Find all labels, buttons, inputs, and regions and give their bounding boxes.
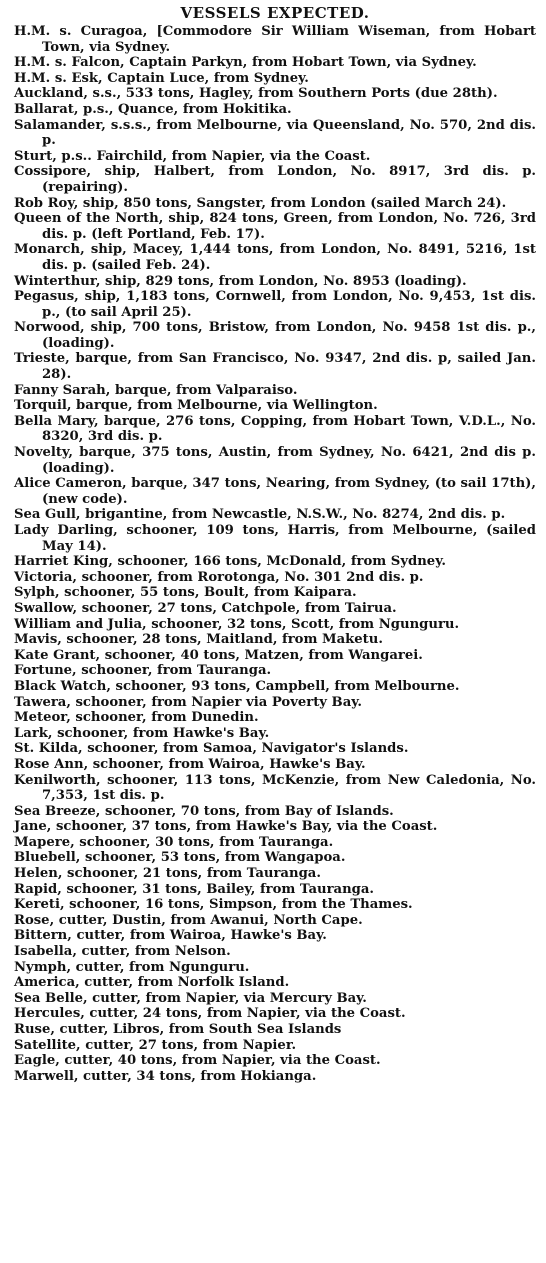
vessel-details: 824 tons, Green, from London, No. 726, 3rd dis. p. (left Portland, Feb. 17). bbox=[42, 211, 536, 242]
vessel-details: from Samoa, Navigator's Islands. bbox=[163, 741, 409, 757]
vessel-name: Sea Belle, cutter, bbox=[14, 990, 141, 1006]
vessel-details: 850 tons, Sangster, from London (sailed March 24). bbox=[123, 195, 507, 211]
vessel-entry bbox=[14, 523, 536, 554]
section-heading: VESSELS EXPECTED. bbox=[180, 4, 370, 22]
vessel-name: Hercules, cutter, bbox=[14, 1006, 139, 1022]
vessel-name: Harriet King, schooner, bbox=[14, 554, 189, 570]
vessel-name: Eagle, cutter, bbox=[14, 1053, 114, 1069]
vessel-details: from Norfolk Island. bbox=[137, 975, 290, 991]
vessel-name: Norwood, ship, bbox=[14, 320, 127, 336]
vessel-name: H.M. s. Falcon, bbox=[14, 55, 125, 71]
vessel-details: from Napier via Poverty Bay. bbox=[151, 694, 362, 710]
vessel-details: 16 tons, Simpson, from the Thames. bbox=[144, 897, 413, 913]
vessel-details: 276 tons, Copping, from Hobart Town, V.D.L., No. 8320, 3rd dis. p. bbox=[42, 413, 536, 445]
vessel-name: America, cutter, bbox=[14, 975, 134, 991]
vessel-name: Salamander, s.s.s., bbox=[14, 117, 152, 133]
vessel-name: Jane, schooner, bbox=[14, 819, 128, 835]
vessel-entry bbox=[14, 570, 536, 586]
vessel-name: Victoria, schooner, bbox=[14, 569, 153, 585]
vessel-details: 53 tons, from Wangapoa. bbox=[160, 850, 346, 866]
vessel-name: Satellite, cutter, bbox=[14, 1037, 135, 1053]
vessel-name: Swallow, schooner, bbox=[14, 600, 153, 616]
vessel-details: 21 tons, from Tauranga. bbox=[142, 866, 321, 882]
vessel-name: Pegasus, ship, bbox=[14, 289, 121, 305]
vessel-details: 37 tons, from Hawke's Bay, via the Coast. bbox=[131, 819, 438, 835]
vessel-entry bbox=[14, 55, 536, 71]
vessel-details: Fairchild, from Napier, via the Coast. bbox=[96, 148, 371, 164]
vessel-details: 24 tons, from Napier, via the Coast. bbox=[142, 1006, 406, 1022]
vessel-name: Sea Gull, brigantine, bbox=[14, 507, 168, 523]
vessel-entry bbox=[14, 741, 536, 757]
vessel-name: Auckland, s.s., bbox=[14, 86, 122, 102]
vessel-details: 27 tons, from Napier. bbox=[138, 1037, 297, 1053]
vessel-entry bbox=[14, 24, 536, 55]
vessel-entry bbox=[14, 196, 536, 212]
vessel-details: 70 tons, from Bay of Islands. bbox=[180, 803, 394, 819]
vessel-entry bbox=[14, 242, 536, 273]
vessel-name: Alice Cameron, barque, bbox=[14, 476, 188, 492]
vessel-name: Nymph, cutter, bbox=[14, 959, 125, 975]
vessel-name: Marwell, cutter, bbox=[14, 1068, 132, 1084]
vessel-name: Ballarat, p.s., bbox=[14, 101, 114, 117]
vessel-details: from Wairoa, Hawke's Bay. bbox=[168, 756, 366, 772]
vessel-entry bbox=[14, 585, 536, 601]
vessel-details: from Melbourne, via Queensland, No. 570, 2nd dis. p. bbox=[42, 117, 536, 149]
vessel-entry bbox=[14, 960, 536, 976]
vessel-name: Fanny Sarah, barque, bbox=[14, 382, 172, 398]
vessel-entry bbox=[14, 944, 536, 960]
vessel-entry bbox=[14, 102, 536, 118]
vessel-details: Libros, from South Sea Islands bbox=[112, 1022, 342, 1037]
vessel-name: Fortune, schooner, bbox=[14, 663, 153, 679]
vessel-details: from Tauranga. bbox=[157, 663, 272, 679]
vessel-details: from Hawke's Bay. bbox=[132, 725, 270, 741]
vessel-details: Captain Parkyn, from Hobart Town, via Sydney. bbox=[129, 55, 477, 71]
vessel-entry bbox=[14, 1038, 536, 1054]
vessel-name: Rose Ann, schooner, bbox=[14, 756, 164, 772]
vessel-details: Quance, from Hokitika. bbox=[118, 101, 292, 117]
vessel-entry bbox=[14, 1006, 536, 1022]
vessel-entry bbox=[14, 897, 536, 913]
vessel-details: from Napier, via Mercury Bay. bbox=[145, 990, 367, 1006]
vessel-entry bbox=[14, 804, 536, 820]
vessel-entry bbox=[14, 383, 536, 399]
vessel-name: Torquil, barque, bbox=[14, 398, 133, 414]
vessel-entry bbox=[14, 554, 536, 570]
vessel-details: Captain Luce, from Sydney. bbox=[107, 70, 309, 86]
vessel-details: 28 tons, Maitland, from Maketu. bbox=[142, 632, 383, 648]
vessel-details: 829 tons, from London, No. 8953 (loading). bbox=[145, 273, 467, 289]
vessel-name: Meteor, schooner, bbox=[14, 710, 147, 726]
vessel-name: H.M. s. Curagoa, bbox=[14, 24, 148, 39]
vessel-entry bbox=[14, 414, 536, 445]
vessel-entry bbox=[14, 975, 536, 991]
vessel-name: Lady Darling, schooner, bbox=[14, 523, 198, 538]
vessel-entry bbox=[14, 913, 536, 929]
vessel-name: Kenilworth, schooner, bbox=[14, 772, 179, 788]
vessel-entry bbox=[14, 1053, 536, 1069]
vessel-details: from Valparaiso. bbox=[176, 382, 298, 398]
vessel-details: 31 tons, Bailey, from Tauranga. bbox=[142, 881, 375, 897]
vessel-entry bbox=[14, 507, 536, 523]
vessel-entry bbox=[14, 882, 536, 898]
vessel-name: William and Julia, schooner, bbox=[14, 616, 223, 632]
vessel-name: Novelty, barque, bbox=[14, 445, 136, 461]
vessel-list bbox=[14, 24, 536, 1084]
vessel-entry bbox=[14, 866, 536, 882]
vessel-details: 27 tons, Catchpole, from Tairua. bbox=[157, 600, 397, 616]
vessel-entry bbox=[14, 632, 536, 648]
vessel-details: from Melbourne, via Wellington. bbox=[137, 398, 378, 414]
vessel-entry bbox=[14, 991, 536, 1007]
vessel-entry bbox=[14, 289, 536, 320]
vessel-name: Rapid, schooner, bbox=[14, 881, 138, 897]
vessel-entry bbox=[14, 663, 536, 679]
vessel-entry bbox=[14, 695, 536, 711]
vessel-details: 375 tons, Austin, from Sydney, No. 6421, 2nd dis p. (loading). bbox=[42, 445, 536, 476]
vessel-entry bbox=[14, 648, 536, 664]
vessel-details: 40 tons, Matzen, from Wangarei. bbox=[180, 647, 423, 663]
vessel-name: Rob Roy, ship, bbox=[14, 195, 119, 211]
vessel-name: H.M. s. Esk, bbox=[14, 70, 103, 86]
vessel-name: Rose, cutter, bbox=[14, 912, 108, 928]
vessel-name: Bluebell, schooner, bbox=[14, 850, 157, 866]
vessel-entry bbox=[14, 819, 536, 835]
vessel-name: Mapere, schooner, bbox=[14, 834, 151, 850]
vessel-details: 34 tons, from Hokianga. bbox=[136, 1068, 317, 1084]
vessel-details: 533 tons, Hagley, from Southern Ports (due 28th). bbox=[125, 86, 498, 102]
vessel-details: from Wairoa, Hawke's Bay. bbox=[129, 928, 327, 944]
vessel-entry bbox=[14, 86, 536, 102]
vessel-details: 700 tons, Bristow, from London, No. 9458 1st dis. p., (loading). bbox=[42, 320, 536, 351]
vessel-entry bbox=[14, 320, 536, 351]
vessel-name: Trieste, barque, bbox=[14, 351, 132, 367]
vessel-details: from Ngunguru. bbox=[129, 959, 250, 975]
vessel-name: Monarch, ship, bbox=[14, 242, 127, 258]
vessel-name: Helen, schooner, bbox=[14, 866, 139, 882]
vessel-name: Ruse, cutter, bbox=[14, 1022, 109, 1037]
vessel-name: Kereti, schooner, bbox=[14, 897, 141, 913]
vessel-entry bbox=[14, 679, 536, 695]
vessel-name: Tawera, schooner, bbox=[14, 694, 147, 710]
vessel-name: St. Kilda, schooner, bbox=[14, 741, 159, 757]
vessel-entry bbox=[14, 445, 536, 476]
vessel-details: 166 tons, McDonald, from Sydney. bbox=[193, 554, 446, 570]
vessel-details: [Commodore Sir William Wiseman, from Hobart Town, via Sydney. bbox=[42, 24, 537, 55]
vessel-name: Bella Mary, barque, bbox=[14, 413, 161, 429]
vessel-entry bbox=[14, 726, 536, 742]
vessel-name: Sea Breeze, schooner, bbox=[14, 803, 177, 819]
vessel-entry bbox=[14, 476, 536, 507]
vessel-entry bbox=[14, 850, 536, 866]
vessel-name: Isabella, cutter, bbox=[14, 944, 131, 960]
vessel-entry bbox=[14, 835, 536, 851]
vessel-details: Dustin, from Awanui, North Cape. bbox=[112, 912, 363, 928]
vessel-entry bbox=[14, 617, 536, 633]
vessel-name: Kate Grant, schooner, bbox=[14, 647, 176, 663]
vessel-entry bbox=[14, 710, 536, 726]
vessel-entry bbox=[14, 757, 536, 773]
vessel-details: from Nelson. bbox=[134, 944, 231, 960]
vessel-details: from Rorotonga, No. 301 2nd dis. p. bbox=[157, 569, 424, 585]
vessel-details: 93 tons, Campbell, from Melbourne. bbox=[191, 678, 460, 694]
vessel-details: 40 tons, from Napier, via the Coast. bbox=[117, 1053, 381, 1069]
vessel-details: from San Francisco, No. 9347, 2nd dis. p, sailed Jan. 28). bbox=[42, 351, 536, 383]
vessel-entry bbox=[14, 351, 536, 382]
vessel-entry bbox=[14, 149, 536, 165]
vessel-name: Mavis, schooner, bbox=[14, 632, 138, 648]
vessel-details: Macey, 1,444 tons, from London, No. 8491, 5216, 1st dis. p. (sailed Feb. 24). bbox=[42, 242, 537, 273]
vessel-entry bbox=[14, 773, 536, 804]
vessel-name: Lark, schooner, bbox=[14, 725, 129, 741]
vessel-details: 32 tons, Scott, from Ngunguru. bbox=[227, 616, 460, 632]
vessel-name: Winterthur, ship, bbox=[14, 273, 141, 289]
vessel-entry bbox=[14, 164, 536, 195]
vessel-name: Queen of the North, ship, bbox=[14, 211, 205, 227]
vessel-name: Cossipore, ship, bbox=[14, 164, 141, 180]
vessel-entry bbox=[14, 1069, 536, 1085]
vessel-entry bbox=[14, 274, 536, 290]
vessel-name: Bittern, cutter, bbox=[14, 928, 126, 944]
vessel-details: 113 tons, McKenzie, from New Caledonia, No. 7,353, 1st dis. p. bbox=[42, 772, 536, 804]
vessel-entry bbox=[14, 1022, 536, 1038]
vessel-details: 55 tons, Boult, from Kaipara. bbox=[139, 585, 357, 601]
vessel-entry bbox=[14, 118, 536, 149]
vessel-entry bbox=[14, 211, 536, 242]
vessel-details: Halbert, from London, No. 8917, 3rd dis. p. (repairing). bbox=[42, 164, 537, 195]
vessel-entry bbox=[14, 398, 536, 414]
vessel-details: from Newcastle, N.S.W., No. 8274, 2nd dis. p. bbox=[171, 507, 506, 523]
vessel-details: 347 tons, Nearing, from Sydney, (to sail 17th), (new code). bbox=[42, 476, 536, 507]
vessel-details: 1,183 tons, Cornwell, from London, No. 9,453, 1st dis. p., (to sail April 25). bbox=[42, 289, 537, 320]
vessel-name: Black Watch, schooner, bbox=[14, 678, 187, 694]
vessel-details: 30 tons, from Tauranga. bbox=[155, 834, 334, 850]
vessel-name: Sturt, p.s.. bbox=[14, 148, 92, 164]
vessel-details: from Dunedin. bbox=[151, 710, 259, 726]
vessel-entry bbox=[14, 928, 536, 944]
vessel-name: Sylph, schooner, bbox=[14, 585, 136, 601]
vessel-entry bbox=[14, 71, 536, 87]
vessel-entry bbox=[14, 601, 536, 617]
vessel-details: 109 tons, Harris, from Melbourne, (sailed May 14). bbox=[42, 523, 536, 554]
